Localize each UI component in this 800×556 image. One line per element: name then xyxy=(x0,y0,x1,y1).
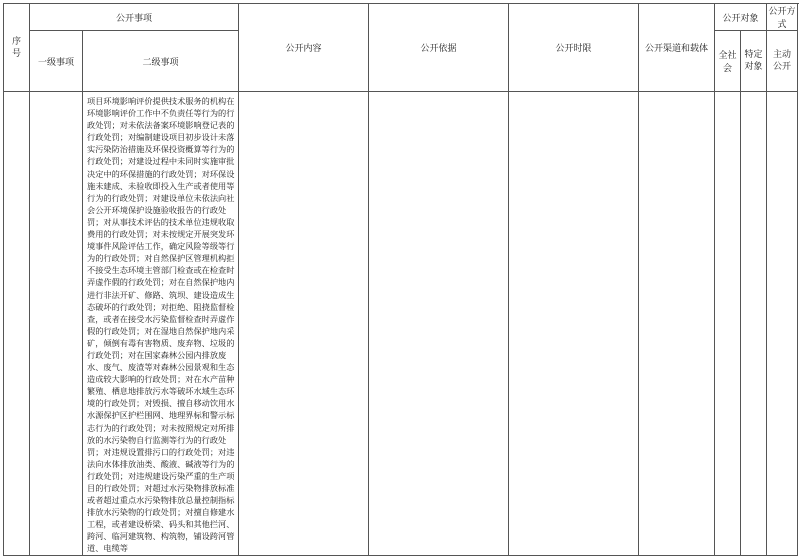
cell-level2 xyxy=(83,92,239,556)
table-row xyxy=(4,92,798,556)
cell-whole-society xyxy=(715,92,741,556)
disclosure-table-container xyxy=(3,3,798,556)
header-basis: 公开依据 xyxy=(369,4,509,92)
header-level2: 二级事项 xyxy=(83,31,239,92)
header-row-1 xyxy=(4,4,798,31)
header-audience-group: 公开对象 xyxy=(715,4,767,31)
header-seq: 序 号 xyxy=(4,4,30,92)
header-method-group: 公开方式 xyxy=(767,4,798,31)
cell-time-limit xyxy=(509,92,639,556)
header-level1: 一级事项 xyxy=(30,31,83,92)
header-time-limit: 公开时限 xyxy=(509,4,639,92)
header-active: 主动 公开 xyxy=(767,31,798,92)
cell-active xyxy=(767,92,798,556)
cell-content xyxy=(239,92,369,556)
level2-text: 项目环境影响评价提供技术服务的机构在环境影响评价工作中不负责任等行为的行政处罚；对未依法备案环境影响登记表的行政处罚；对编制建设项目初步设计未落实污染防治措施及环保投资概算等行为的行政处罚；对建设过程中未同时实施审批决定中的环保措施的行政处罚；对环保设施未建成、未验收即投入生产或者使用等行为的行政处罚；对建设单位未依法向社会公开环境保护设施验收报告的行政处罚；对从事技术评估的技术单位违规收取费用的行政处罚；对未按规定开展突发环境事件风险评估工作，确定风险等级等行为的行政处罚；对自然保护区管理机构拒不接受生态环境主管部门检查或在检查时弄虚作假的行政处罚；对在自然保护地内进行非法开矿、修路、筑坝、建设造成生态破坏的行政处罚；对拒绝、阻挠监督检查，或者在接受水污染监督检查时弄虚作假的行政处罚；对在湿地自然保护地内采矿，倾倒有毒有害物质、废弃物、垃圾的行政处罚；对在国家森林公园内排放废水、废气、废渣等对森林公园景观和生态造成较大影响的行政处罚；对在水产苗种繁殖、栖息地排放污水等破坏水域生态环境的行政处罚；对毁损、擅自移动饮用水水源保护区护栏围网、地理界标和警示标志行为的行政处罚；对未按照规定对所排放的水污染物自行监测等行为的行政处罚；对违规设置排污口的行政处罚；对违法向水体排放油类、酸液、碱液等行为的行政处罚；对违规建设污染严重的生产项目的行政处罚；对超过水污染物排放标准或者超过重点水污染物排放总量控制指标排放水污染物的行政处罚；对擅自修建水工程，或者建设桥梁、码头和其他拦河、跨河、临河建筑物、构筑物，铺设跨河管道、电缆等 xyxy=(87,96,235,554)
header-whole-society: 全社会 xyxy=(715,31,741,92)
cell-level1 xyxy=(30,92,83,556)
cell-specific-audience xyxy=(741,92,767,556)
cell-seq xyxy=(4,92,30,556)
cell-basis xyxy=(369,92,509,556)
disclosure-table xyxy=(3,3,798,556)
cell-channel xyxy=(639,92,715,556)
header-specific-audience: 特定 对象 xyxy=(741,31,767,92)
header-content: 公开内容 xyxy=(239,4,369,92)
header-channel: 公开渠道和载体 xyxy=(639,4,715,92)
header-matter-group: 公开事项 xyxy=(30,4,239,31)
